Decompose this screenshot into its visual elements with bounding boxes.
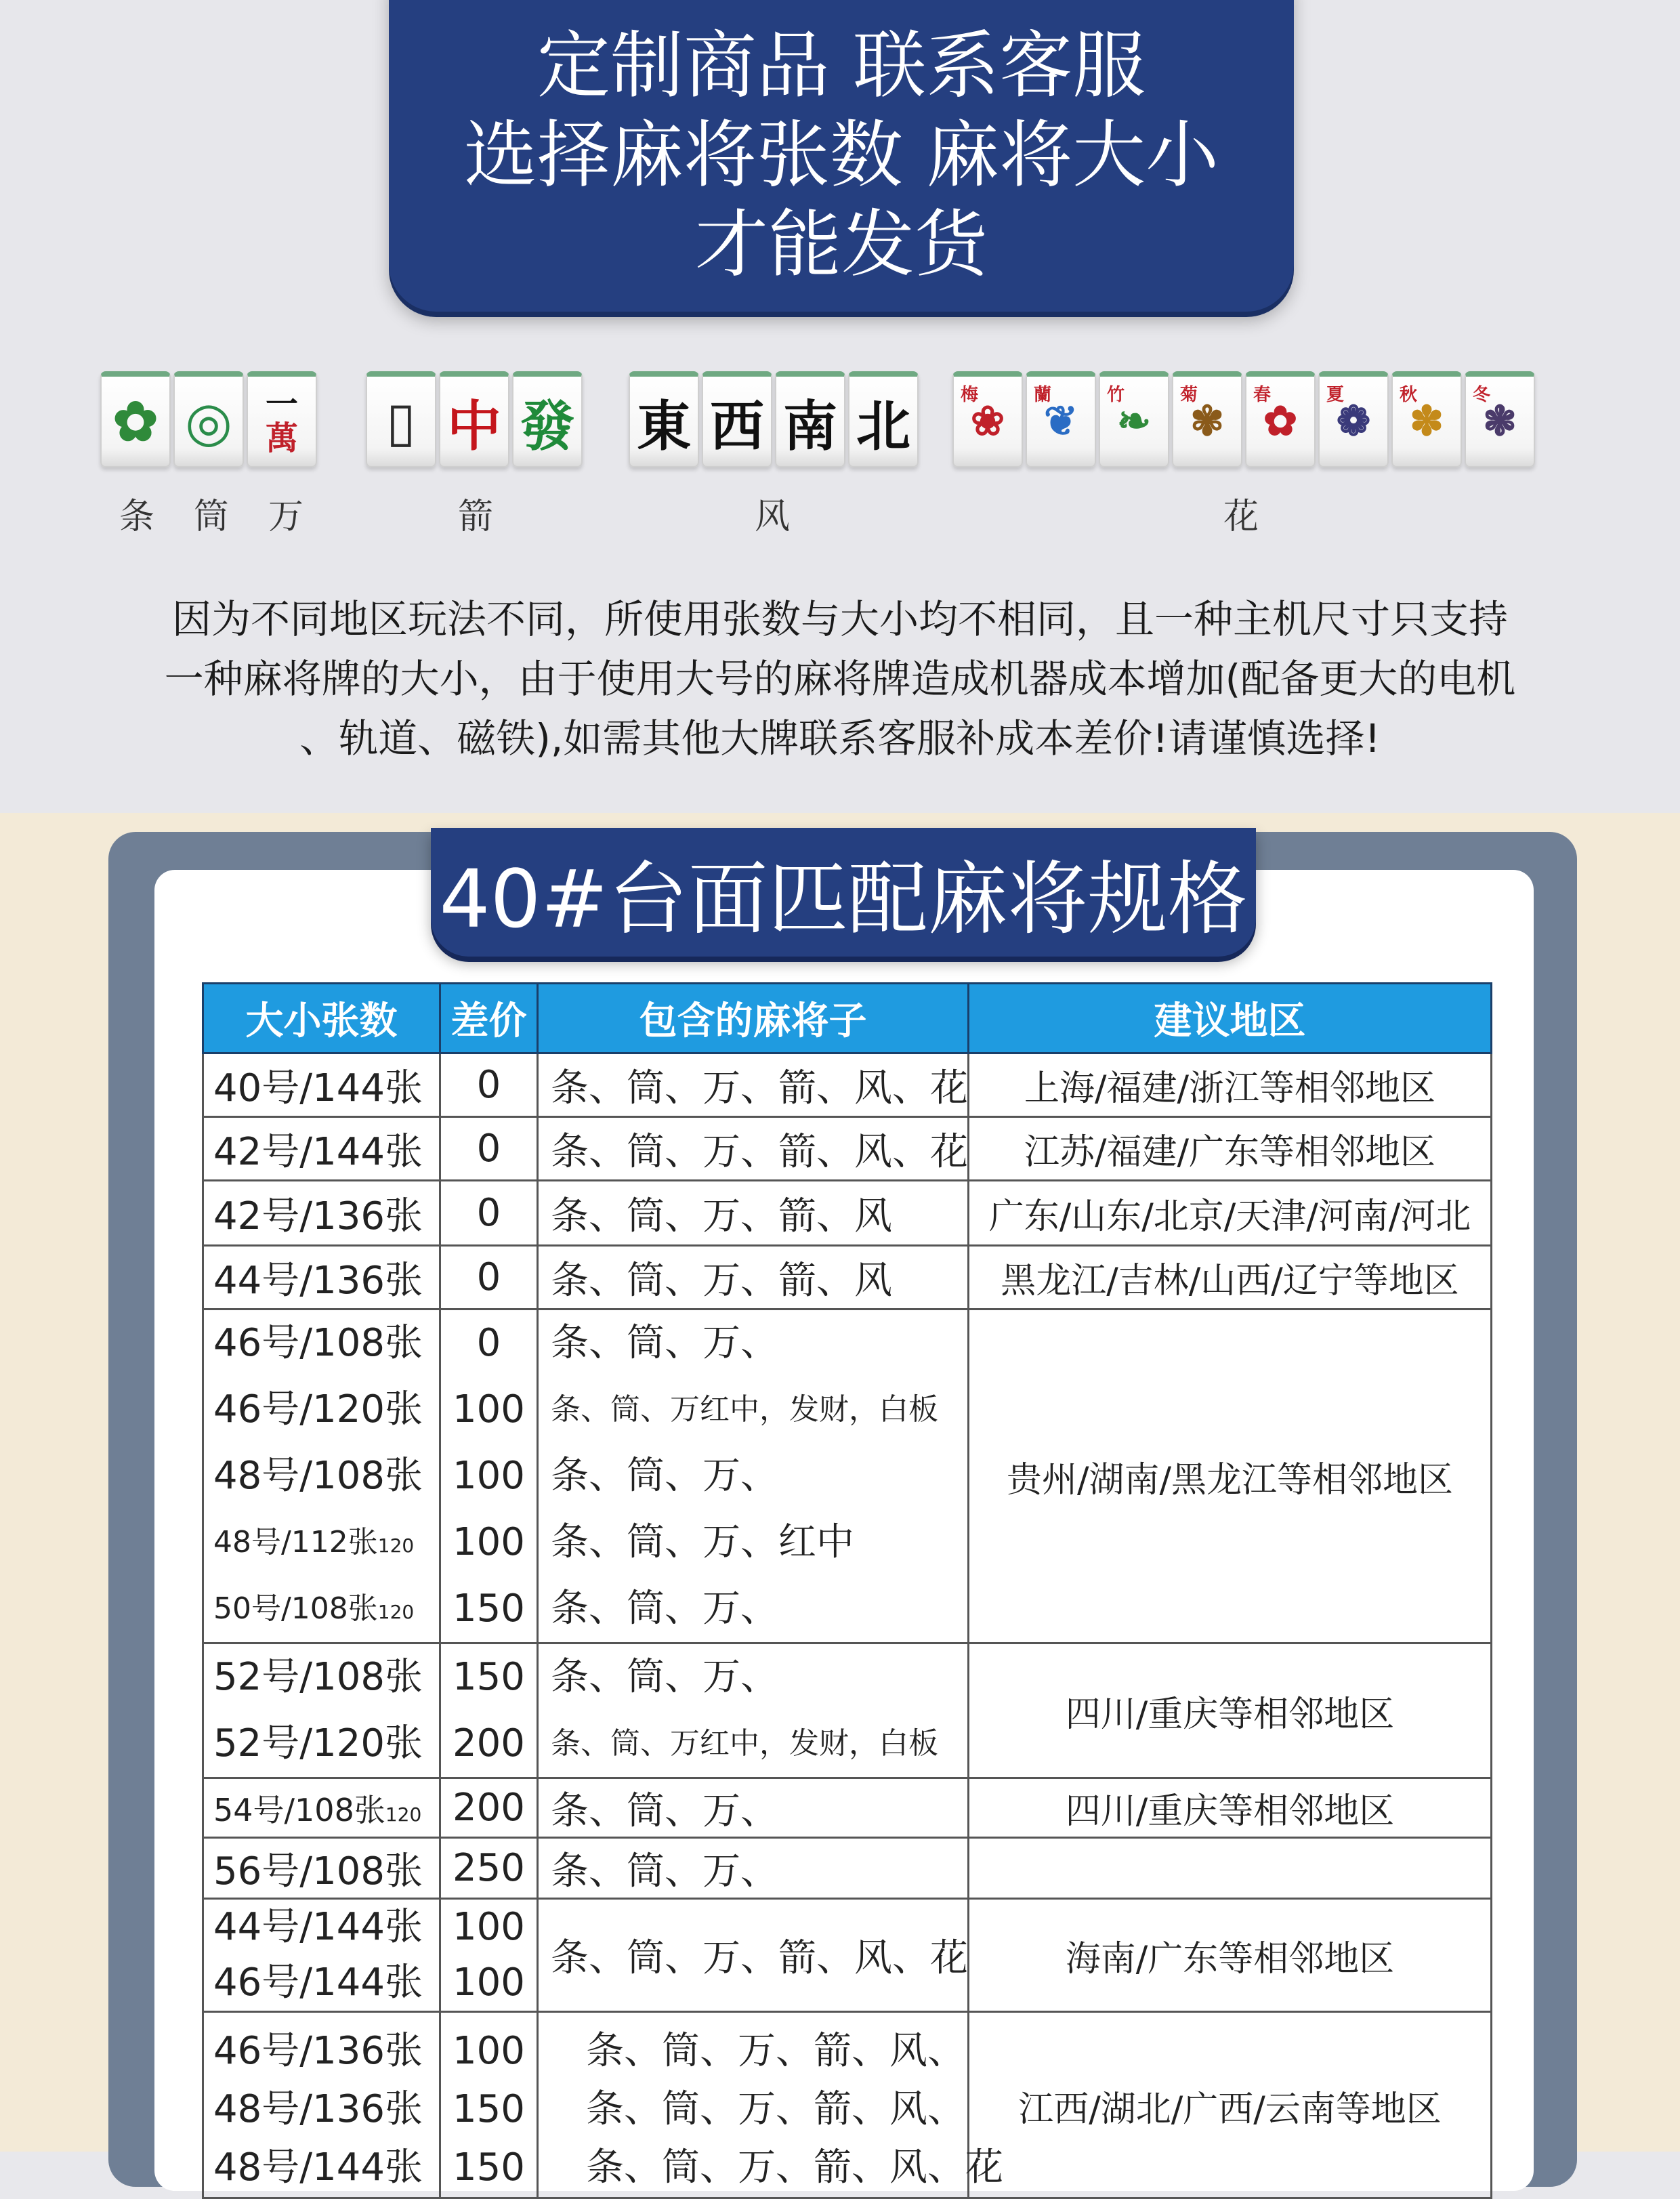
cell-tiles: 条、筒、万、箭、风、花 xyxy=(538,1053,969,1117)
cell-size: 42号/136张 xyxy=(203,1181,440,1246)
cell-region: 江西/湖北/广西/云南等地区 xyxy=(969,2012,1492,2198)
cell-region: 海南/广东等相邻地区 xyxy=(969,1899,1492,2012)
flower-tile-orchid: 蘭 ❦ xyxy=(1026,371,1096,467)
character-tile-wan: 萬 xyxy=(265,419,298,457)
character-tile xyxy=(247,371,317,467)
cell-size-stack: 46号/136张 48号/136张 48号/144张 xyxy=(203,2012,440,2198)
table-row xyxy=(203,1181,1492,1246)
cell-region: 黑龙江/吉林/山西/辽宁等地区 xyxy=(969,1246,1492,1310)
cell-tiles: 条、筒、万、箭、风 xyxy=(538,1246,969,1310)
spec-table xyxy=(202,982,1492,2199)
cell-tiles-stack: 条、筒、万、箭、风、 条、筒、万、箭、风、 条、筒、万、箭、风、花 xyxy=(538,2012,969,2198)
cell-size: 40号/144张 xyxy=(203,1053,440,1117)
cell-region: 贵州/湖南/黑龙江等相邻地区 xyxy=(969,1310,1492,1643)
flower-tiles xyxy=(952,371,1538,467)
table-row-group xyxy=(203,1899,1492,2012)
notice-text xyxy=(68,589,1612,768)
table-row-group xyxy=(203,1310,1492,1643)
cell-tiles-stack: 条、筒、万、 条、筒、万红中，发财，白板 条、筒、万、 条、筒、万、红中 条、筒、万、 xyxy=(538,1310,969,1643)
cell-price: 0 xyxy=(440,1246,538,1310)
winter-icon: ❃ xyxy=(1482,398,1517,445)
autumn-icon: ✽ xyxy=(1409,398,1444,445)
cell-region: 四川/重庆等相邻地区 xyxy=(969,1643,1492,1778)
banner-line-1: 定制商品 联系客服 xyxy=(537,24,1146,108)
table-header-row xyxy=(203,984,1492,1053)
cell-region xyxy=(969,1838,1492,1899)
flower-tile-winter: 冬 ❃ xyxy=(1465,371,1535,467)
flower-tile-plum: 梅 ❀ xyxy=(952,371,1023,467)
cell-tiles: 条、筒、万、 xyxy=(538,1778,969,1838)
cell-size-stack: 52号/108张 52号/120张 xyxy=(203,1643,440,1778)
bamboo-icon: ❧ xyxy=(1116,398,1152,445)
table-row xyxy=(203,1053,1492,1117)
cell-size: 44号/136张 xyxy=(203,1246,440,1310)
circle-tile: ◎ xyxy=(173,371,244,467)
west-wind-tile: 西 xyxy=(702,371,772,467)
label-feng: 风 xyxy=(755,497,791,537)
label-hua: 花 xyxy=(1223,497,1259,537)
flower-tile-chrysanthemum: 菊 ✾ xyxy=(1172,371,1242,467)
suit-tiles xyxy=(100,371,320,467)
character-tile-number: 一 xyxy=(265,385,298,423)
summer-icon: ❁ xyxy=(1336,398,1371,445)
bamboo-tile: ✿ xyxy=(100,371,171,467)
flower-tile-autumn: 秋 ✽ xyxy=(1391,371,1462,467)
label-tong: 筒 xyxy=(194,497,230,537)
cell-price-stack: 100 150 150 xyxy=(440,2012,538,2198)
wind-tiles xyxy=(629,371,921,467)
header-size: 大小张数 xyxy=(203,984,440,1053)
cell-tiles: 条、筒、万、箭、风 xyxy=(538,1181,969,1246)
red-dragon-tile: 中 xyxy=(439,371,509,467)
flower-tile-bamboo: 竹 ❧ xyxy=(1099,371,1169,467)
cell-size-stack: 44号/144张 46号/144张 xyxy=(203,1899,440,2012)
label-wan: 万 xyxy=(268,497,304,537)
cell-tiles: 条、筒、万、 xyxy=(538,1838,969,1899)
table-row xyxy=(203,1838,1492,1899)
cell-tiles: 条、筒、万、箭、风、花 xyxy=(538,1117,969,1181)
flower-tile-summer: 夏 ❁ xyxy=(1318,371,1389,467)
header-price: 差价 xyxy=(440,984,538,1053)
cell-price-stack: 150 200 xyxy=(440,1643,538,1778)
table-row xyxy=(203,1117,1492,1181)
header-tiles: 包含的麻将子 xyxy=(538,984,969,1053)
cell-region: 上海/福建/浙江等相邻地区 xyxy=(969,1053,1492,1117)
chrysanthemum-icon: ✾ xyxy=(1190,398,1225,445)
cell-tiles-stack: 条、筒、万、 条、筒、万红中，发财，白板 xyxy=(538,1643,969,1778)
custom-order-banner xyxy=(389,0,1294,312)
cell-size: 54号/108张120 xyxy=(203,1778,440,1838)
banner-line-2: 选择麻将张数 麻将大小 xyxy=(463,113,1219,198)
table-row-group xyxy=(203,1643,1492,1778)
banner-line-3: 才能发货 xyxy=(694,203,988,287)
cell-price: 250 xyxy=(440,1838,538,1899)
header-region: 建议地区 xyxy=(969,984,1492,1053)
spec-board-title: 40#台面匹配麻将规格 xyxy=(431,828,1256,957)
notice-line-2: 一种麻将牌的大小，由于使用大号的麻将牌造成机器成本增加(配备更大的电机 xyxy=(164,656,1516,702)
cell-price: 200 xyxy=(440,1778,538,1838)
plum-icon: ❀ xyxy=(970,398,1005,445)
cell-size: 42号/144张 xyxy=(203,1117,440,1181)
label-jian: 箭 xyxy=(458,497,494,537)
notice-line-1: 因为不同地区玩法不同，所使用张数与大小均不相同，且一种主机尺寸只支持 xyxy=(171,596,1508,642)
south-wind-tile: 南 xyxy=(775,371,845,467)
cell-region: 四川/重庆等相邻地区 xyxy=(969,1778,1492,1838)
spring-icon: ✿ xyxy=(1263,398,1298,445)
notice-line-3: 、轨道、磁铁),如需其他大牌联系客服补成本差价!请谨慎选择! xyxy=(299,715,1381,761)
cell-size: 56号/108张 xyxy=(203,1838,440,1899)
label-tiao: 条 xyxy=(119,497,155,537)
cell-size-stack: 46号/108张 46号/120张 48号/108张 48号/112张120 50号/108张120 xyxy=(203,1310,440,1643)
dragon-tiles xyxy=(366,371,585,467)
cell-region: 江苏/福建/广东等相邻地区 xyxy=(969,1117,1492,1181)
cell-price-stack: 0 100 100 100 150 xyxy=(440,1310,538,1643)
table-row xyxy=(203,1778,1492,1838)
cell-price: 0 xyxy=(440,1053,538,1117)
north-wind-tile: 北 xyxy=(848,371,919,467)
east-wind-tile: 東 xyxy=(629,371,699,467)
cell-price: 0 xyxy=(440,1181,538,1246)
white-dragon-tile: ▯ xyxy=(366,371,436,467)
cell-price-stack: 100 100 xyxy=(440,1899,538,2012)
green-dragon-tile: 發 xyxy=(512,371,583,467)
cell-price: 0 xyxy=(440,1117,538,1181)
table-row-group xyxy=(203,2012,1492,2198)
flower-tile-spring: 春 ✿ xyxy=(1245,371,1316,467)
table-row xyxy=(203,1246,1492,1310)
cell-region: 广东/山东/北京/天津/河南/河北 xyxy=(969,1181,1492,1246)
orchid-icon: ❦ xyxy=(1043,398,1078,445)
cell-tiles: 条、筒、万、箭、风、花 xyxy=(538,1899,969,2012)
